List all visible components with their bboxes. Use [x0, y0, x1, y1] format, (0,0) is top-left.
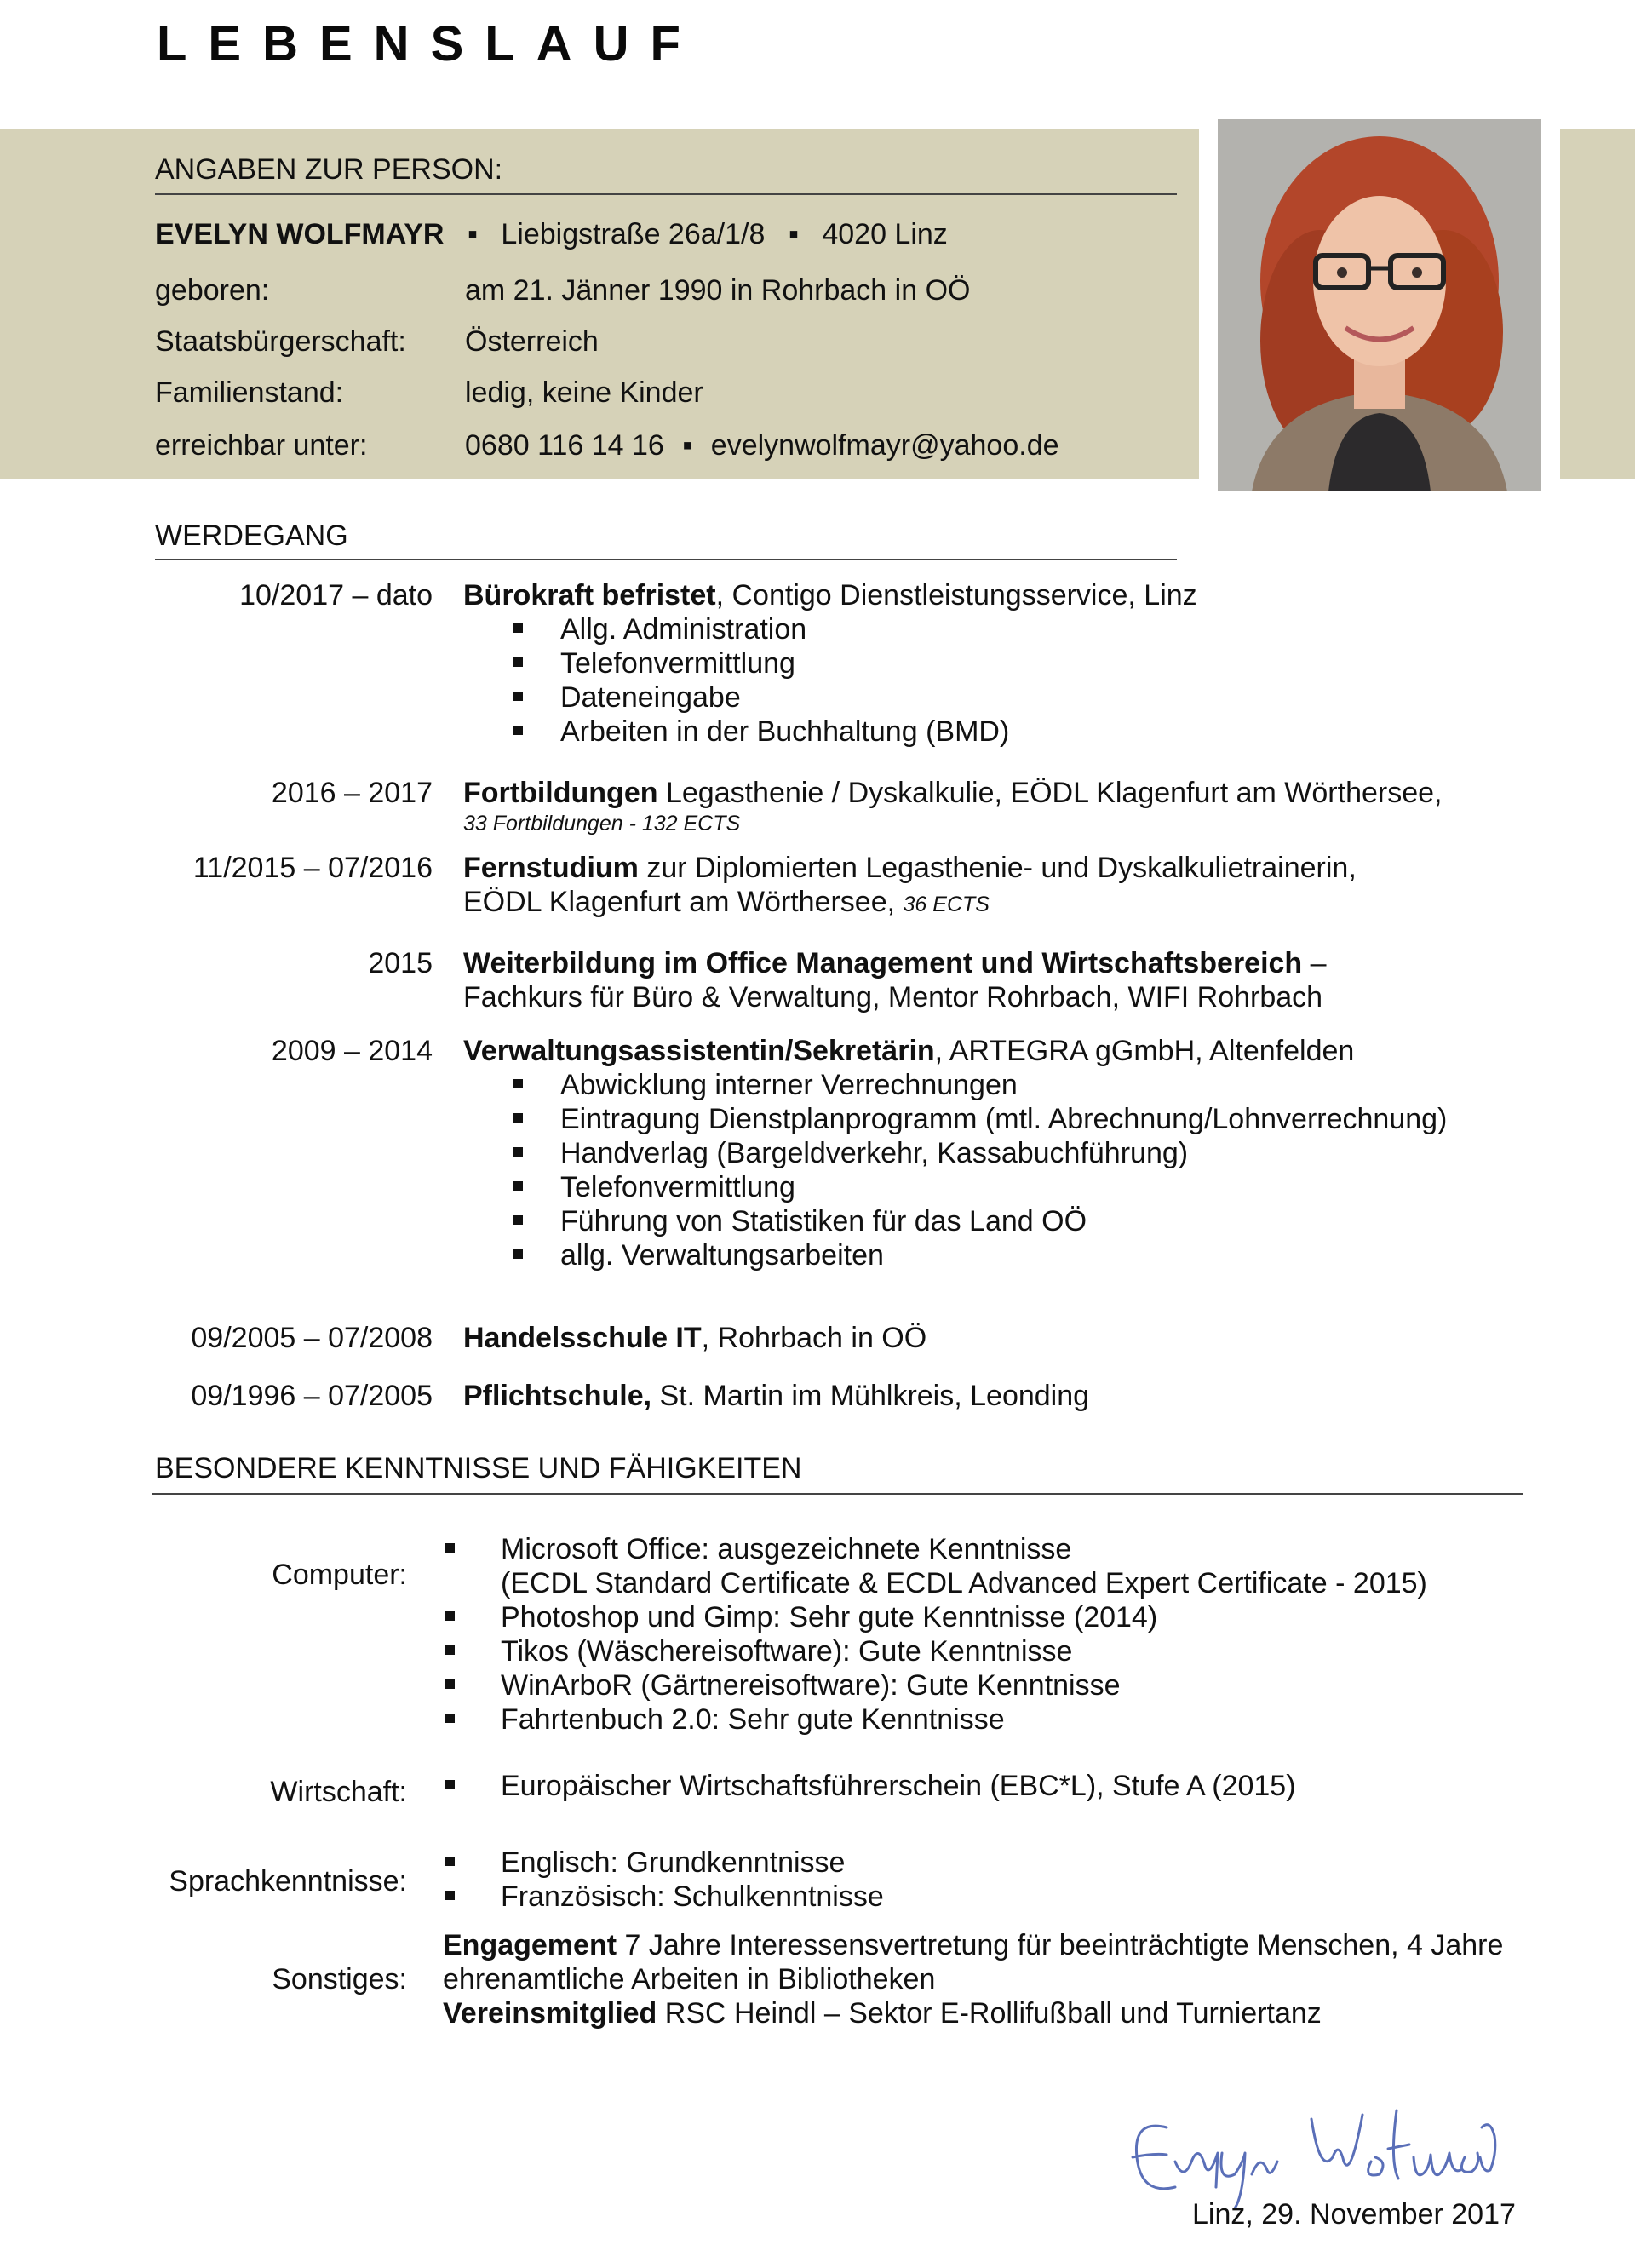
skill-item-text: Europäischer Wirtschaftsführerschein (EBC*L), Stufe A (2015)	[501, 1770, 1296, 1802]
list-item-text: Telefonvermittlung	[560, 1171, 795, 1203]
entry-details: , ARTEGRA gGmbH, Altenfelden	[934, 1035, 1355, 1067]
list-item-text: Dateneingabe	[560, 681, 741, 714]
entry-title: Bürokraft befristet	[463, 579, 716, 611]
list-item-text: Telefonvermittlung	[560, 647, 795, 680]
career-entry	[463, 1035, 1354, 1068]
entry-note: 33 Fortbildungen - 132 ECTS	[463, 812, 741, 835]
skill-item-text: Englisch: Grundkenntnisse	[501, 1846, 846, 1879]
document-title: LEBENSLAUF	[157, 16, 702, 72]
economy-label: Wirtschaft:	[270, 1776, 407, 1808]
career-date: 2016 – 2017	[271, 777, 433, 809]
city: 4020 Linz	[822, 218, 948, 250]
club-title: Vereinsmitglied	[443, 1997, 657, 2030]
entry-title: Weiterbildung im Office Management und Wirtschaftsbereich	[463, 947, 1303, 979]
career-divider	[155, 559, 1177, 560]
place-date: Linz, 29. November 2017	[1192, 2198, 1516, 2231]
career-date: 10/2017 – dato	[239, 579, 433, 611]
bullet-icon	[445, 1714, 455, 1723]
list-item	[560, 1239, 884, 1272]
separator-dot: ▪	[788, 218, 799, 250]
bullet-icon	[513, 1249, 523, 1259]
bullet-icon	[445, 1611, 455, 1621]
languages-label: Sprachkenntnisse:	[169, 1865, 407, 1898]
list-item	[560, 647, 795, 680]
bullet-icon	[513, 726, 523, 735]
portrait-illustration	[1218, 119, 1541, 491]
entry-details: Legasthenie / Dyskalkulie, EÖDL Klagenfurt am Wörthersee,	[657, 777, 1443, 809]
entry-note: 36 ECTS	[903, 893, 990, 916]
bullet-icon	[445, 1679, 455, 1689]
contact-label: erreichbar unter:	[155, 429, 368, 462]
entry-details: EÖDL Klagenfurt am Wörthersee,	[463, 886, 904, 918]
entry-title: Fernstudium	[463, 852, 639, 884]
bullet-icon	[445, 1891, 455, 1900]
career-entry	[463, 947, 1327, 980]
bullet-icon	[513, 1181, 523, 1191]
signature-strokes	[1133, 2110, 1495, 2208]
contact-value	[465, 429, 1059, 462]
career-date: 11/2015 – 07/2016	[192, 852, 433, 884]
entry-title: Fortbildungen	[463, 777, 658, 809]
skill-item-text: Photoshop und Gimp: Sehr gute Kenntnisse (2014)	[501, 1601, 1158, 1634]
list-item-text: Abwicklung interner Verrechnungen	[560, 1069, 1018, 1101]
list-item	[560, 1103, 1447, 1136]
entry-title: Handelsschule IT	[463, 1322, 702, 1354]
career-entry	[463, 1322, 926, 1355]
list-item	[560, 681, 741, 715]
list-item-text: Führung von Statistiken für das Land OÖ	[560, 1205, 1087, 1237]
skill-item	[501, 1601, 1157, 1634]
entry-title: Pflichtschule,	[463, 1380, 652, 1412]
skills-heading: BESONDERE KENNTNISSE UND FÄHIGKEITEN	[155, 1452, 802, 1484]
career-date: 2009 – 2014	[271, 1035, 433, 1067]
skill-item-detail: (ECDL Standard Certificate & ECDL Advanced Expert Certificate - 2015)	[501, 1567, 1427, 1599]
person-name: EVELYN WOLFMAYR	[155, 218, 445, 250]
bullet-icon	[513, 1147, 523, 1157]
career-date: 09/2005 – 07/2008	[191, 1322, 433, 1354]
separator-dot: ▪	[682, 429, 693, 462]
entry-title: Verwaltungsassistentin/Sekretärin	[463, 1035, 935, 1067]
separator-dot: ▪	[467, 218, 478, 250]
marital-status-label: Familienstand:	[155, 376, 344, 409]
engagement-title: Engagement	[443, 1929, 617, 1961]
entry-details: , Contigo Dienstleistungsservice, Linz	[715, 579, 1197, 611]
bullet-icon	[445, 1543, 455, 1553]
engagement-line2: ehrenamtliche Arbeiten in Bibliotheken	[443, 1963, 936, 1995]
list-item	[560, 613, 806, 646]
career-date: 09/1996 – 07/2005	[191, 1380, 433, 1412]
phone-number: 0680 116 14 16	[465, 429, 664, 462]
bullet-icon	[445, 1645, 455, 1655]
list-item	[560, 1205, 1087, 1238]
skill-item-text: Fahrtenbuch 2.0: Sehr gute Kenntnisse	[501, 1703, 1005, 1736]
career-entry	[463, 1380, 1089, 1413]
entry-details: zur Diplomierten Legasthenie- und Dyskalkulietrainerin,	[638, 852, 1357, 884]
engagement-text: 7 Jahre Interessensvertretung für beeinträchtigte Menschen, 4 Jahre	[617, 1929, 1504, 1961]
skills-divider	[152, 1493, 1523, 1495]
name-address-line	[155, 218, 948, 251]
other-label: Sonstiges:	[272, 1963, 407, 1995]
personal-info-divider	[155, 193, 1177, 195]
personal-info-heading: ANGABEN ZUR PERSON:	[155, 153, 503, 186]
bullet-icon	[513, 692, 523, 701]
career-entry-line2: Fachkurs für Büro & Verwaltung, Mentor Rohrbach, WIFI Rohrbach	[463, 981, 1323, 1013]
marital-status-value: ledig, keine Kinder	[465, 376, 703, 409]
bullet-icon	[513, 657, 523, 667]
career-entry	[463, 852, 1357, 885]
email-address[interactable]: evelynwolfmayr@yahoo.de	[710, 429, 1059, 462]
bullet-icon	[513, 1113, 523, 1123]
street-address: Liebigstraße 26a/1/8	[501, 218, 766, 250]
list-item-text: Handverlag (Bargeldverkehr, Kassabuchführung)	[560, 1137, 1189, 1169]
skill-item-text: Microsoft Office: ausgezeichnete Kenntnisse	[501, 1533, 1072, 1565]
skill-item	[501, 1770, 1296, 1803]
list-item	[560, 1069, 1018, 1102]
bullet-icon	[445, 1780, 455, 1789]
skill-item-text: Tikos (Wäschereisoftware): Gute Kenntnisse	[501, 1635, 1073, 1668]
entry-details: St. Martin im Mühlkreis, Leonding	[651, 1380, 1090, 1412]
skill-item-text: Französisch: Schulkenntnisse	[501, 1880, 884, 1913]
club-text: RSC Heindl – Sektor E-Rollifußball und Turniertanz	[657, 1997, 1322, 2030]
list-item	[560, 1137, 1188, 1170]
club-line	[443, 1997, 1322, 2030]
list-item-text: Allg. Administration	[560, 613, 807, 646]
career-heading: WERDEGANG	[155, 520, 348, 552]
career-entry	[463, 579, 1197, 612]
portrait-photo	[1218, 119, 1541, 491]
personal-info-band-right	[1560, 129, 1635, 479]
career-entry	[463, 777, 1442, 810]
bullet-icon	[445, 1857, 455, 1866]
skill-item-text: WinArboR (Gärtnereisoftware): Gute Kenntnisse	[501, 1669, 1121, 1702]
entry-details: , Rohrbach in OÖ	[701, 1322, 927, 1354]
list-item-text: Arbeiten in der Buchhaltung (BMD)	[560, 715, 1010, 748]
skill-item	[501, 1635, 1072, 1668]
list-item-text: Eintragung Dienstplanprogramm (mtl. Abrechnung/Lohnverrechnung)	[560, 1103, 1448, 1135]
bullet-icon	[513, 623, 523, 633]
birth-value: am 21. Jänner 1990 in Rohrbach in OÖ	[465, 274, 971, 307]
birth-label: geboren:	[155, 274, 270, 307]
engagement-line	[443, 1929, 1503, 1962]
skill-item	[501, 1533, 1071, 1566]
bullet-icon	[513, 1215, 523, 1225]
list-item	[560, 1171, 795, 1204]
citizenship-label: Staatsbürgerschaft:	[155, 325, 406, 358]
citizenship-value: Österreich	[465, 325, 599, 358]
career-entry-line2	[463, 886, 990, 919]
skill-item	[501, 1846, 845, 1880]
skill-item	[501, 1703, 1005, 1737]
skill-item	[501, 1669, 1121, 1702]
career-date: 2015	[368, 947, 433, 979]
skill-item	[501, 1880, 884, 1914]
computer-label: Computer:	[272, 1559, 407, 1591]
entry-details: –	[1302, 947, 1327, 979]
list-item-text: allg. Verwaltungsarbeiten	[560, 1239, 884, 1272]
list-item	[560, 715, 1009, 749]
bullet-icon	[513, 1079, 523, 1088]
